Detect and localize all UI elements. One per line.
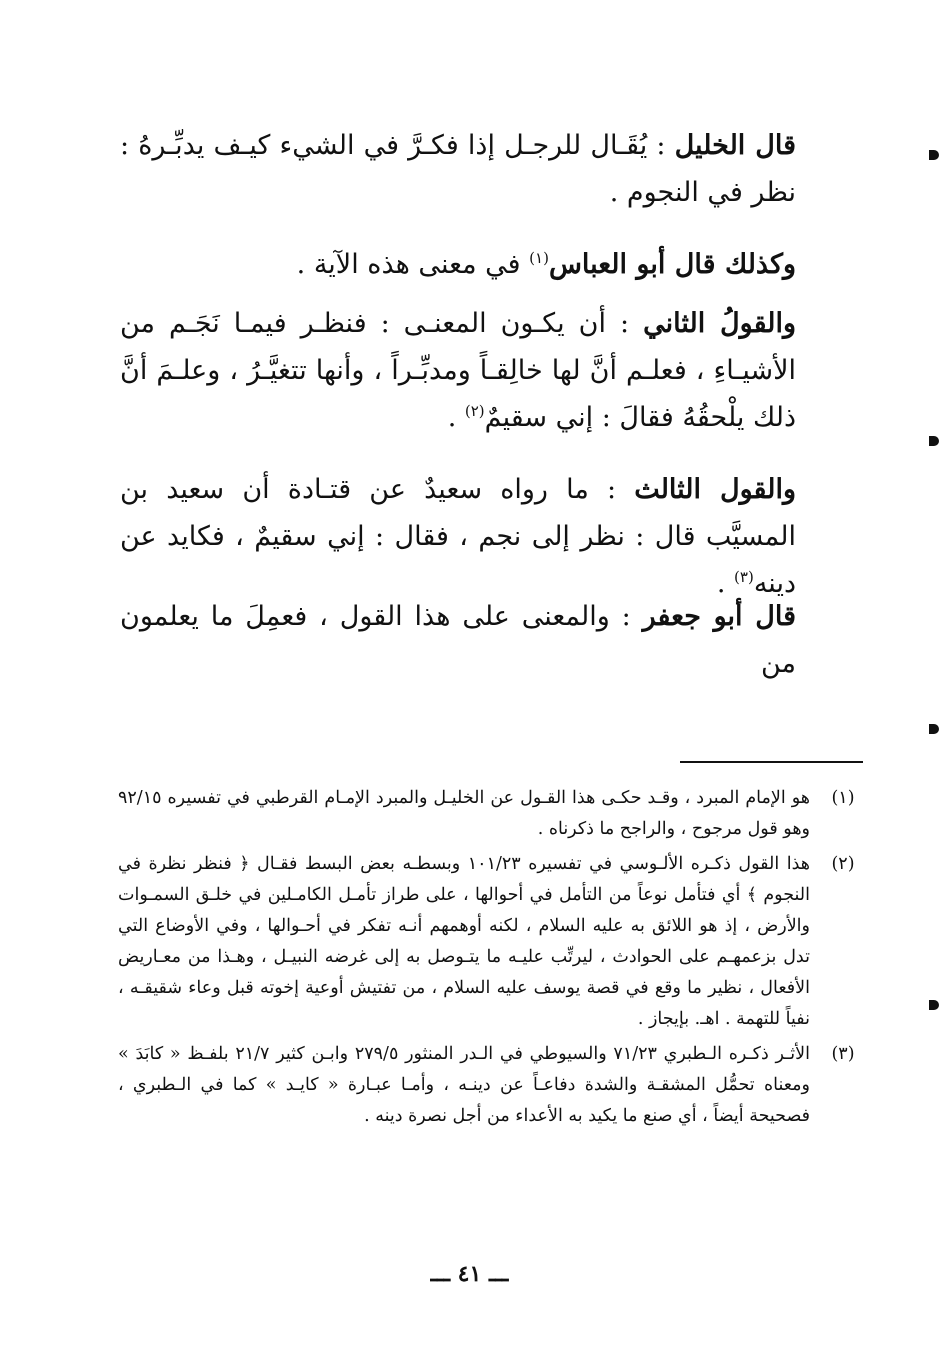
footnote-divider (680, 761, 863, 763)
paragraph-text: في معنى هذه الآية . (296, 249, 530, 280)
paragraph-khalil (120, 122, 796, 216)
footnote-item (118, 849, 866, 1035)
paragraph-abu-jafar (120, 593, 796, 687)
scan-edge-mark (929, 436, 939, 446)
page-number: ـــ ٤١ ـــ (430, 1261, 509, 1287)
paragraph-lead: والقولُ الثاني (643, 308, 797, 339)
paragraph-text: : ما رواه سعيدٌ عن قتـادة أن سعيد بن المسيَّب قال : نظر إلى نجم ، فقال : إني سقيمٌ ، فكايد عن دينه (120, 474, 796, 599)
footnote-ref[interactable]: (٣) (734, 568, 754, 586)
footnote-text: هو الإمام المبرد ، وقـد حكـى هذا القـول عن الخليـل والمبرد الإمـام القرطبي في تفسيره ٩٢/١٥ وهو قول مرجوح ، والراجح ما ذكرناه . (118, 788, 810, 839)
footnote-item (118, 1039, 866, 1132)
footnotes-section (118, 783, 866, 1136)
footnote-item (118, 783, 866, 845)
paragraph-lead: وكذلك قال أبو العباس (548, 249, 796, 280)
paragraph-tail: . (716, 568, 735, 599)
paragraph-text: : أن يكـون المعنـى : فنظـر فيمـا نَجَـم من الأشيـاءِ ، فعلـم أنَّ لها خالِقـاً ومدبِّـراً ، وأنها تتغيَّـرُ ، وعلـمَ أنَّ ذلك يلْحقُهُ فقالَ : إني سقيمٌ (120, 308, 796, 433)
paragraph-second-opinion (120, 300, 796, 441)
scan-edge-mark (929, 150, 939, 160)
paragraph-text: : يُقَـال للرجـل إذا فكـرَّ في الشيء كيـف يدبِّـرهُ : نظر في النجوم . (120, 130, 796, 208)
footnote-number: (١) (831, 788, 855, 808)
footnote-number: (٣) (831, 1044, 855, 1064)
paragraph-lead: قال أبو جعفر (642, 601, 796, 632)
paragraph-text: : والمعنى على هذا القول ، فعمِلَ ما يعلمون من (120, 601, 796, 679)
paragraph-lead: قال الخليل (674, 130, 796, 161)
footnote-ref[interactable]: (٢) (464, 402, 485, 420)
scan-edge-mark (929, 724, 939, 734)
scan-edge-mark (929, 1000, 939, 1010)
paragraph-abu-abbas (120, 241, 796, 288)
paragraph-third-opinion (120, 466, 796, 607)
footnote-text: هذا القول ذكـره الألـوسي في تفسيره ١٠١/٢٣ وبسطـه بعض البسط فقـال ﴿ فنظر نظرة في النجوم ﴾ أي فتأمل نوعاً من التأمل في أحوالها ، على طراز تأمـل الكامـلين في خلـق السمـوات والأرض ، إذ هو اللائق به عليه السلام ، لكنه أوهمهم أنـه تفكر في أحـوالها ، وفي الأوضاع التي تدل بزعمهـم على الحوادث ، ليرتِّب عليـه ما يتـوصل به إلى غرضه النبيـل ، وهـذا من معـاريض الأفعال ، نظير ما وقع في قصة يوسف عليه السلام ، من تفتيش أوعية إخوته قبل وعاء شقيقـه ، نفياً للتهمة . اهـ. بإيجاز . (118, 854, 810, 1029)
footnote-ref[interactable]: (١) (529, 249, 549, 267)
paragraph-lead: والقول الثالث (634, 474, 796, 505)
paragraph-tail: . (447, 402, 465, 433)
footnote-text: الأثـر ذكـره الـطبري ٧١/٢٣ والسيوطي في الـدر المنثور ٢٧٩/٥ وابـن كثير ٢١/٧ بلفـظ « كابَدَ » ومعناه تحمُّل المشقـة والشدة دفاعـاً عن دينـه ، وأمـا عبـارة « كايـد » كما في الـطبري ، فصحيحة أيضاً ، أي صنع ما يكيد به الأعداء من أجل نصرة دينه . (118, 1044, 811, 1126)
footnote-number: (٢) (831, 854, 855, 874)
